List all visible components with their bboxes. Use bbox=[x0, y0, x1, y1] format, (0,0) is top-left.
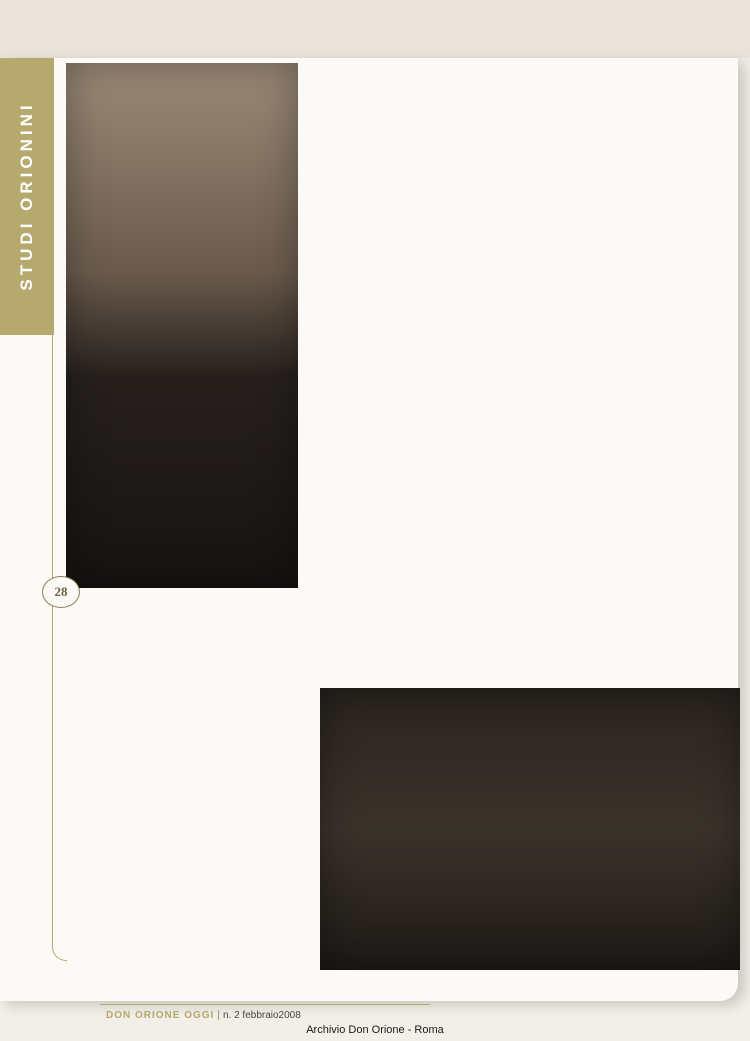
footer bbox=[106, 1010, 301, 1021]
footer-issue: n. 2 febbraio2008 bbox=[222, 1010, 301, 1021]
footer-rule bbox=[100, 1004, 430, 1005]
footer-brand: DON ORIONE OGGI bbox=[106, 1010, 215, 1021]
photo-group bbox=[320, 688, 740, 970]
footer-separator: | bbox=[217, 1010, 220, 1021]
section-tab bbox=[0, 58, 54, 335]
archive-caption: Archivio Don Orione - Roma bbox=[306, 1024, 444, 1036]
photo-portrait bbox=[66, 63, 298, 588]
section-tab-label: STUDI ORIONINI bbox=[17, 101, 36, 291]
page-number: 28 bbox=[42, 576, 80, 608]
scan-top-margin bbox=[0, 0, 750, 58]
margin-rule bbox=[52, 335, 67, 961]
